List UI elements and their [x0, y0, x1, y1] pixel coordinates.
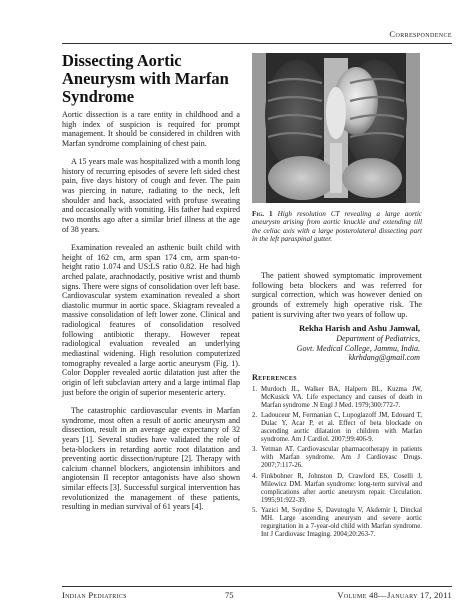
paragraph-examination: Examination revealed an asthenic built child with height of 162 cm, arm span 174 cm, arm span-to-height ratio 1.074 and US:LS ratio 0.82. He had high arched palate, arachnodactly, positive wrist and thumb signs. There were signs of consolidation over left base. Cardiovascular system examination revealed a short diastolic murmur in aortic space. Skiagram revealed a massive consolidation of left lower zone. Clinical and radiological features of consolidation resolved following antibiotic therapy. However repeat radiological evaluation revealed an underlying mediastinal widening. High resolution computerized tomography revealed a large aortic aneurysm (Fig. 1). Color Doppler revealed aortic dilatation just after the origin of left subclavian artery and a large intimal flap just before the origin of superior mesenteric artery.: [62, 242, 240, 397]
article-title: Dissecting Aortic Aneurysm with Marfan Syndrome: [62, 51, 229, 106]
author-affiliation: [240, 324, 420, 363]
figure-label: Fig. 1: [252, 210, 273, 218]
reference-item: 3. Yetman AT. Cardiovascular pharmacotherapy in patients with Marfan syndrome. Am J Cardiovasc Drugs. 2007;7:117-26.: [252, 446, 422, 470]
footer-journal: Indian Pediatrics: [62, 590, 127, 600]
bottom-divider: [62, 586, 452, 587]
paragraph-discussion: The catastrophic cardiovascular events in Marfan syndrome, most often a result of aortic aneurysm and dissection, result in an average age expectancy of 32 years [1]. Several studies have validated the role of beta-blockers in retarding aortic root dilatation and preventing aortic dissection/rupture [2]. Therapy with calcium channel blockers, angiotensin inhibitors and angiotensin II receptor antagonists have also shown similar effects [3]. Successful surgical intervention has revolutionized the management of these patients, resulting in median survival of 61 years [4].: [62, 405, 240, 512]
author-email: kkrhdang@gmail.com: [348, 353, 420, 363]
left-column: [62, 110, 240, 521]
references-list: [252, 386, 422, 541]
reference-item: 5. Yazici M, Soydine S, Davutoglu V, Akdemir I, Dinckal MH. Large ascending aneurysm and severe aortic regurgitation in a 7-year-old child with Marfan syndrome. Int J Cardiovasc Imaging. 2004;20:263-7.: [252, 506, 422, 538]
right-column: [252, 271, 422, 319]
author-names: Rekha Harish and Ashu Jamwal,: [298, 323, 420, 333]
footer-volume: Volume 48—January 17, 2011: [337, 590, 452, 600]
reference-item: 4. Finkbohner R, Johnston D, Crawford ES, Coselli J, Milewicz DM. Marfan syndrome: long-term survival and complications after aortic aneurysm repair. Circulation. 1995;91:922-39.: [252, 472, 422, 504]
reference-item: 1. Murdoch JL, Walker BA, Halpern BL, Kuzma JW, McKusick VA. Life expectancy and causes of death in Marfan syndrome .N Engl J Med. 1979;300:772-7.: [252, 386, 422, 409]
paragraph-case-history: A 15 years male was hospitalized with a month long history of recurring episodes of severe left sided chest pain, five days history of cough and fever. The pain was piercing in nature, radiating to the neck, left shoulder and back, associated with profuse sweating and occasionally with vomiting. His father had expired two months ago after a similar brief illness at the age of 38 years.: [62, 157, 240, 234]
footer-page-number: 75: [225, 590, 234, 600]
figure-caption: [252, 210, 422, 244]
ct-scan-figure: [252, 53, 420, 203]
references-heading: References: [252, 373, 297, 382]
reference-item: 2. Ladouceur M, Fermanian C, Lupoglazoff JM, Edouard T, Dulac Y, Acar P, et al. Effect of beta blockade on ascending aortic dilatation in children with Marfan syndrome. Am J Cardiol. 2007;99:406-9.: [252, 412, 422, 444]
ct-scan-image: [252, 53, 420, 203]
top-divider: [62, 43, 452, 44]
paragraph-intro: Aortic dissection is a rare entity in childhood and a high index of suspicion is required for prompt management. It should be considered in children with Marfan syndrome complaining of chest pain.: [62, 110, 240, 148]
figure-caption-text: High resolution CT revealing a large aortic aneurysm arising from aortic knuckle and extending till the celiac axis with a large posterolateral dissecting part in the left paraspinal gutter.: [252, 210, 423, 244]
section-label: Correspondence: [389, 29, 452, 39]
paragraph-outcome: The patient showed symptomatic improvement following beta blockers and was referred for surgical correction, which was however denied on grounds of extremely high operative risk. The patient is surviving after two years of follow up.: [252, 271, 422, 319]
author-institution: Govt. Medical College, Jammu, India.: [296, 343, 420, 353]
author-department: Department of Pediatrics,: [336, 333, 420, 343]
